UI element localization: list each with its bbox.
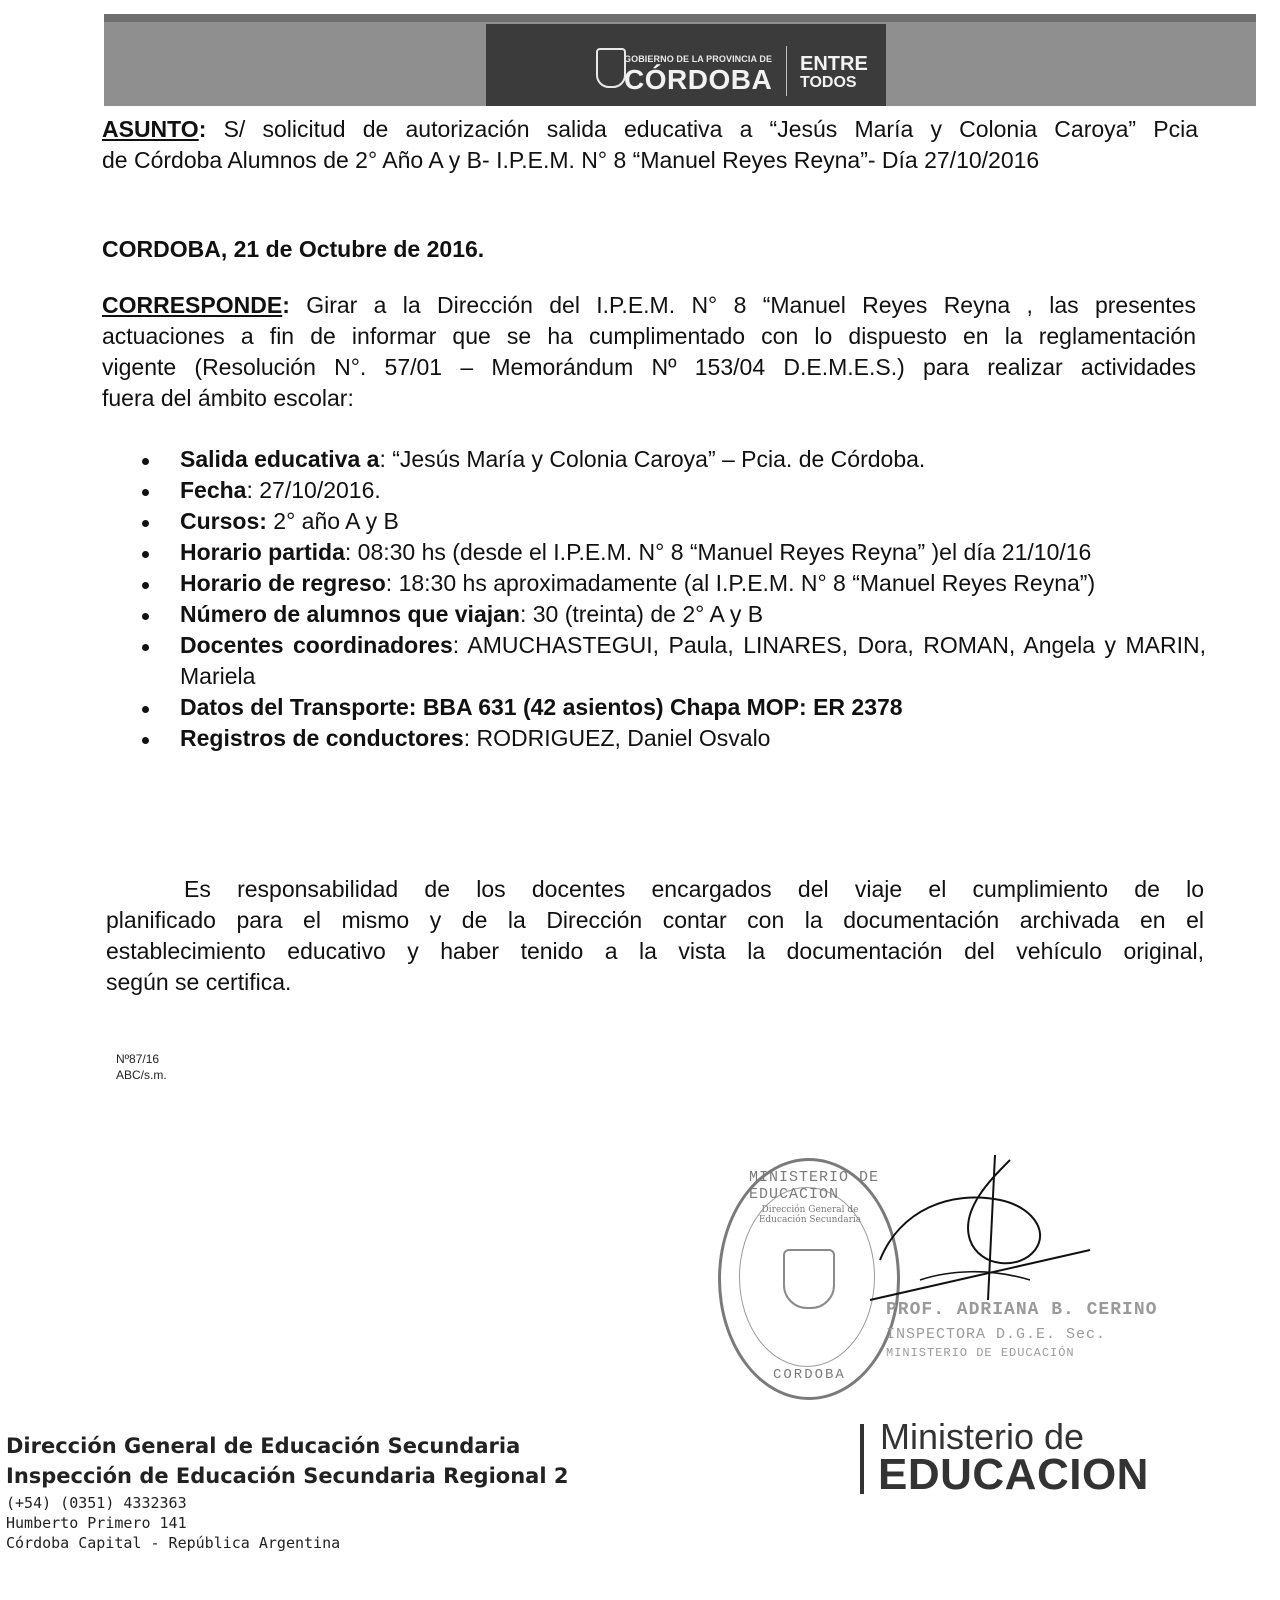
detail-value: 27/10/2016. [252, 477, 381, 503]
corresponde-line-3: vigente (Resolución N°. 57/01 – Memorándum Nº 153/04 D.E.M.E.S.) para realizar actividades [102, 354, 1196, 380]
header-band [104, 14, 1256, 106]
detail-value: RODRIGUEZ, Daniel Osvalo [470, 725, 771, 751]
stamp-bottom-text: CORDOBA [773, 1367, 846, 1383]
signatory-title: INSPECTORA D.G.E. Sec. [886, 1326, 1107, 1343]
asunto-text-1: S/ solicitud de autorización salida educativa a “Jesús María y Colonia Caroya” Pcia [223, 116, 1199, 142]
detail-label: Horario de regreso [180, 570, 386, 596]
responsibility-line-3: establecimiento educativo y haber tenido a la vista la documentación del vehículo original, [106, 938, 1204, 964]
stamp-inner-text: Dirección General de Educación Secundaria [758, 1205, 862, 1225]
detail-value: 08:30 hs (desde el I.P.E.M. N° 8 “Manuel Reyes Reyna” )el día 21/10/16 [351, 539, 1092, 565]
logo-slogan-todos: TODOS [800, 74, 857, 91]
footer-inspection: Inspección de Educación Secundaria Regional 2 [6, 1464, 569, 1488]
list-item: Horario de regreso: 18:30 hs aproximadamente (al I.P.E.M. N° 8 “Manuel Reyes Reyna”) [136, 568, 1206, 599]
detail-label: Docentes coordinadores [180, 632, 453, 658]
corresponde-label: CORRESPONDE [102, 292, 283, 318]
footer-phone: (+54) (0351) 4332363 [6, 1494, 187, 1512]
corresponde-line-1: CORRESPONDE: Girar a la Dirección del I.P.E.M. N° 8 “Manuel Reyes Reyna , las presentes [102, 292, 1196, 318]
responsibility-line-4: según se certifica. [106, 969, 292, 995]
logo-title: CÓRDOBA [624, 64, 773, 95]
shield-icon [783, 1249, 835, 1309]
detail-value: AMUCHASTEGUI, Paula, LINARES, Dora, ROMAN, Angela y MARIN, Mariela [180, 632, 1206, 689]
detail-label: Número de alumnos que viajan [180, 601, 520, 627]
reference-initials: ABC/s.m. [116, 1068, 167, 1082]
list-item: Horario partida: 08:30 hs (desde el I.P.E.M. N° 8 “Manuel Reyes Reyna” )el día 21/10/16 [136, 537, 1206, 568]
footer-department: Dirección General de Educación Secundaria [6, 1434, 521, 1458]
corresponde-line-2: actuaciones a fin de informar que se ha cumplimentado con lo dispuesto en la reglamentación [102, 323, 1196, 349]
signatory-office: MINISTERIO DE EDUCACIÓN [886, 1346, 1075, 1360]
detail-label: Fecha [180, 477, 247, 503]
list-item: Fecha: 27/10/2016. [136, 475, 1206, 506]
asunto-label: ASUNTO [102, 116, 199, 142]
coat-of-arms-icon [596, 48, 626, 88]
footer-city: Córdoba Capital - República Argentina [6, 1534, 341, 1552]
detail-value: 2° año A y B [266, 508, 399, 534]
responsibility-line-1: Es responsabilidad de los docentes encargados del viaje el cumplimiento de lo [184, 876, 1204, 902]
detail-value: 30 (treinta) de 2° A y B [526, 601, 764, 627]
handwritten-signature [860, 1150, 1100, 1310]
list-item: Docentes coordinadores: AMUCHASTEGUI, Paula, LINARES, Dora, ROMAN, Angela y MARIN, Mariela [136, 630, 1206, 692]
list-item: Salida educativa a: “Jesús María y Colonia Caroya” – Pcia. de Córdoba. [136, 444, 1206, 475]
signatory-name: PROF. ADRIANA B. CERINO [886, 1300, 1158, 1320]
corresponde-line-4: fuera del ámbito escolar: [102, 385, 354, 411]
government-logo [486, 24, 886, 106]
corresponde-text-1: Girar a la Dirección del I.P.E.M. N° 8 “Manuel Reyes Reyna , las presentes [306, 292, 1196, 318]
trip-details-list [136, 444, 1206, 754]
detail-value: “Jesús María y Colonia Caroya” – Pcia. de Córdoba. [385, 446, 926, 472]
detail-label: Horario partida [180, 539, 345, 565]
detail-label: Cursos: [180, 508, 267, 534]
reference-number: Nº87/16 [116, 1052, 160, 1066]
ministry-logo-bar [860, 1424, 864, 1494]
asunto-line-2: de Córdoba Alumnos de 2° Año A y B- I.P.E.M. N° 8 “Manuel Reyes Reyna”- Día 27/10/2016 [102, 147, 1040, 173]
logo-divider [786, 46, 787, 96]
list-item [136, 506, 1206, 537]
date-line: CORDOBA, 21 de Octubre de 2016. [102, 236, 485, 262]
detail-label: Registros de conductores [180, 725, 464, 751]
responsibility-line-2: planificado para el mismo y de la Dirección contar con la documentación archivada en el [106, 907, 1204, 933]
logo-slogan-entre: ENTRE [800, 53, 868, 75]
footer-address: Humberto Primero 141 [6, 1514, 187, 1532]
logo-subtitle: GOBIERNO DE LA PROVINCIA DE [624, 54, 773, 64]
list-item: Número de alumnos que viajan: 30 (treinta) de 2° A y B [136, 599, 1206, 630]
ministry-logo-line-1: Ministerio de [880, 1416, 1085, 1457]
ministry-logo-line-2: EDUCACION [878, 1450, 1149, 1499]
stamp-ring-text: MINISTERIO DE EDUCACION [749, 1169, 880, 1203]
list-item: Registros de conductores: RODRIGUEZ, Daniel Osvalo [136, 723, 1206, 754]
detail-label: Datos del Transporte: BBA 631 (42 asientos) Chapa MOP: ER 2378 [180, 694, 903, 720]
list-item [136, 692, 1206, 723]
detail-value: 18:30 hs aproximadamente (al I.P.E.M. N° 8 “Manuel Reyes Reyna”) [392, 570, 1096, 596]
detail-label: Salida educativa a [180, 446, 380, 472]
asunto-line-1: ASUNTO: S/ solicitud de autorización salida educativa a “Jesús María y Colonia Caroya” Pcia [102, 116, 1199, 142]
